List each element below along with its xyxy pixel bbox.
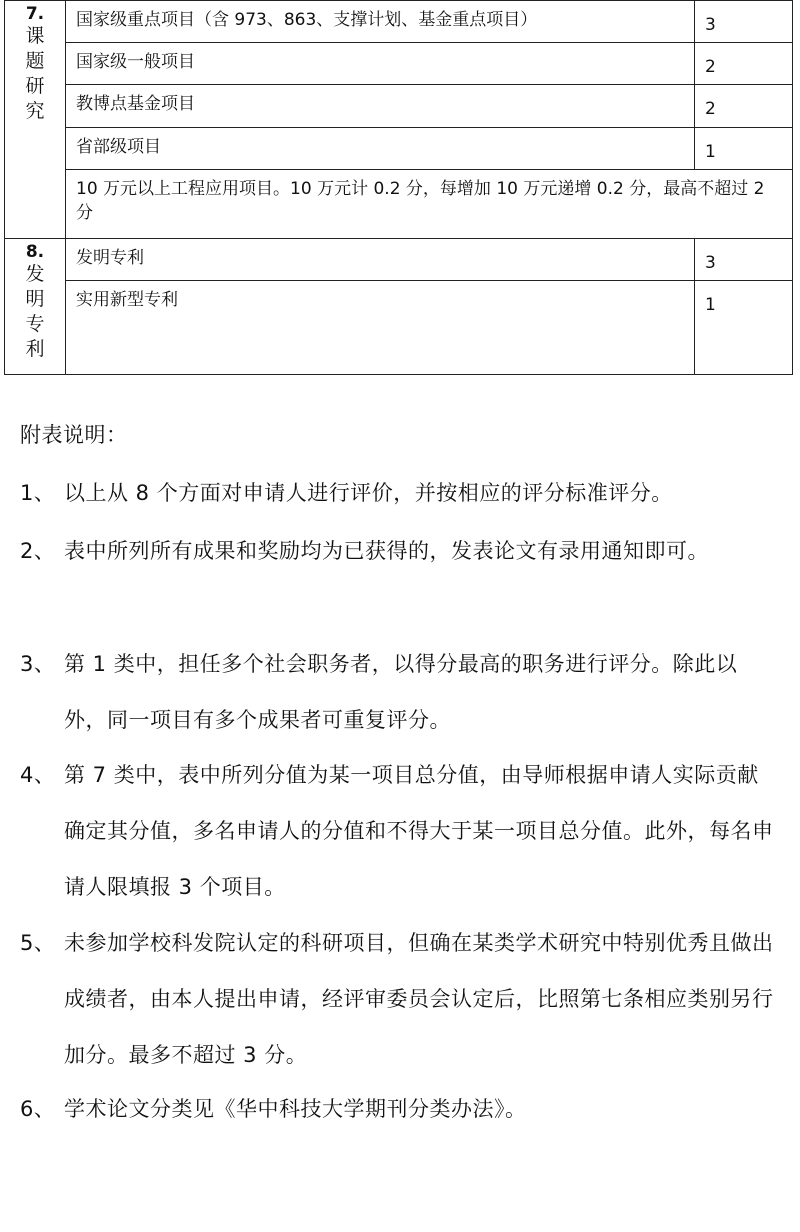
item-cell-engineering: 10 万元以上工程应用项目。10 万元计 0.2 分，每增加 10 万元递增 0.2 分，最高不超过 2 分: [66, 170, 793, 239]
category-number: 7.: [25, 4, 45, 24]
points-cell: 2: [695, 85, 793, 128]
item-cell: 实用新型专利: [66, 281, 695, 375]
category-char: 专: [25, 313, 45, 335]
note-text: 学术论文分类见《华中科技大学期刊分类办法》。: [64, 1097, 527, 1121]
note-item: [20, 636, 780, 748]
points-cell: 3: [695, 1, 793, 43]
category-char: 究: [25, 100, 45, 122]
note-number: 4、: [20, 763, 56, 787]
table-row: [5, 170, 793, 239]
note-text: 未参加学校科发院认定的科研项目，但确在某类学术研究中特别优秀且做出成绩者，由本人提出申请，经评审委员会认定后，比照第七条相应类别另行加分。最多不超过 3 分。: [64, 931, 774, 1067]
item-cell: 省部级项目: [66, 128, 695, 170]
note-item: [20, 523, 780, 579]
category-char: 利: [25, 338, 45, 360]
note-item: [20, 915, 780, 1083]
note-item: [20, 747, 780, 915]
category-char: 发: [25, 263, 45, 285]
note-number: 3、: [20, 652, 56, 676]
notes-heading: 附表说明：: [20, 423, 128, 447]
table-row: [5, 1, 793, 43]
points-cell: 3: [695, 239, 793, 281]
category-char: 题: [25, 50, 45, 72]
note-text: 以上从 8 个方面对申请人进行评价，并按相应的评分标准评分。: [64, 481, 673, 505]
points-cell: 2: [695, 43, 793, 85]
note-number: 6、: [20, 1097, 56, 1121]
note-item: [20, 465, 780, 521]
note-text: 第 1 类中，担任多个社会职务者，以得分最高的职务进行评分。除此以外，同一项目有多个成果者可重复评分。: [64, 652, 738, 732]
category-cell-patent: [5, 239, 66, 375]
points-cell: 1: [695, 281, 793, 375]
category-cell-research: [5, 1, 66, 239]
note-text: 表中所列所有成果和奖励均为已获得的，发表论文有录用通知即可。: [64, 539, 709, 563]
note-number: 5、: [20, 931, 56, 955]
note-item: [20, 1081, 780, 1137]
table-row: [5, 128, 793, 170]
category-char: 研: [25, 75, 45, 97]
category-char: 课: [25, 25, 45, 47]
item-cell: 国家级一般项目: [66, 43, 695, 85]
table-row: [5, 239, 793, 281]
item-cell: 教博点基金项目: [66, 85, 695, 128]
item-cell: 发明专利: [66, 239, 695, 281]
table-row: [5, 43, 793, 85]
points-cell: 1: [695, 128, 793, 170]
table-row: [5, 281, 793, 375]
note-text: 第 7 类中，表中所列分值为某一项目总分值，由导师根据申请人实际贡献确定其分值，多名申请人的分值和不得大于某一项目总分值。此外，每名申请人限填报 3 个项目。: [64, 763, 774, 899]
note-number: 1、: [20, 481, 56, 505]
scoring-table: [4, 0, 793, 375]
table-row: [5, 85, 793, 128]
category-char: 明: [25, 288, 45, 310]
item-cell: 国家级重点项目（含 973、863、支撑计划、基金重点项目）: [66, 1, 695, 43]
category-number: 8.: [25, 242, 45, 262]
note-number: 2、: [20, 539, 56, 563]
